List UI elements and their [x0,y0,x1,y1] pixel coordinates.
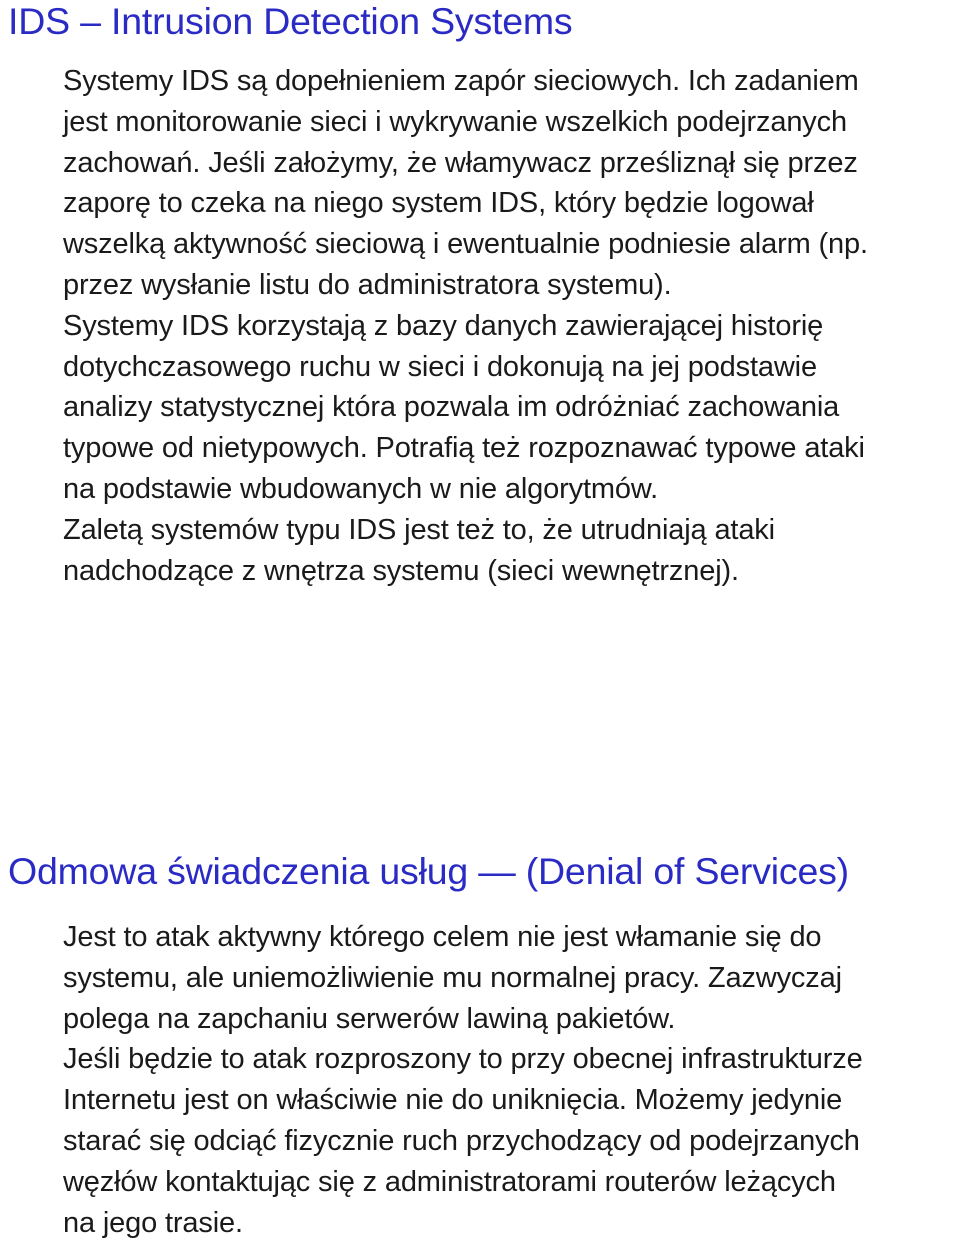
text-line: Systemy IDS są dopełnieniem zapór sieciowych. Ich zadaniem [63,65,859,97]
slide-title: Odmowa świadczenia usług — (Denial of Services) [8,850,849,892]
text-line: Systemy IDS korzystają z bazy danych zawierającej historię [63,309,824,342]
text-line: analizy statystycznej która pozwala im odróżniać zachowania [63,391,840,424]
text-line: systemu, ale uniemożliwienie mu normalnej pracy. Zazwyczaj [63,961,842,994]
text-line: wszelką aktywność sieciową i ewentualnie podniesie alarm (np. [63,228,868,261]
text-line: przez wysłanie listu do administratora systemu). [63,268,672,301]
text-line: jest monitorowanie sieci i wykrywanie wszelkich podejrzanych [63,105,847,138]
text-line: Jeśli będzie to atak rozproszony to przy obecnej infrastrukturze [63,1043,863,1076]
text-line: węzłów kontaktując się z administratorami routerów leżących [63,1165,836,1198]
slide-body-text [0,42,960,591]
text-line: nadchodzące z wnętrza systemu (sieci wewnętrznej). [63,554,739,587]
text-line: zachowań. Jeśli założymy, że włamywacz prześliznął się przez [63,146,858,179]
slide-title: IDS – Intrusion Detection Systems [8,0,573,42]
text-line: typowe od nietypowych. Potrafią też rozpoznawać typowe ataki [63,432,865,465]
slide-ids [0,0,960,591]
text-line: zaporę to czeka na niego system IDS, który będzie logował [63,187,814,220]
text-line: na jego trasie. [63,1206,243,1239]
slide-body-text [0,892,960,1243]
text-line: Internetu jest on właściwie nie do uniknięcia. Możemy jedynie [63,1084,843,1117]
slide-dos [0,850,960,1243]
text-line: na podstawie wbudowanych w nie algorytmów. [63,472,658,505]
text-line: Jest to atak aktywny którego celem nie jest włamanie się do [63,921,822,953]
text-line: dotychczasowego ruchu w sieci i dokonują na jej podstawie [63,350,817,383]
text-line: starać się odciąć fizycznie ruch przychodzący od podejrzanych [63,1124,860,1157]
text-line: Zaletą systemów typu IDS jest też to, że utrudniają ataki [63,513,775,546]
text-line: polega na zapchaniu serwerów lawiną pakietów. [63,1002,676,1035]
